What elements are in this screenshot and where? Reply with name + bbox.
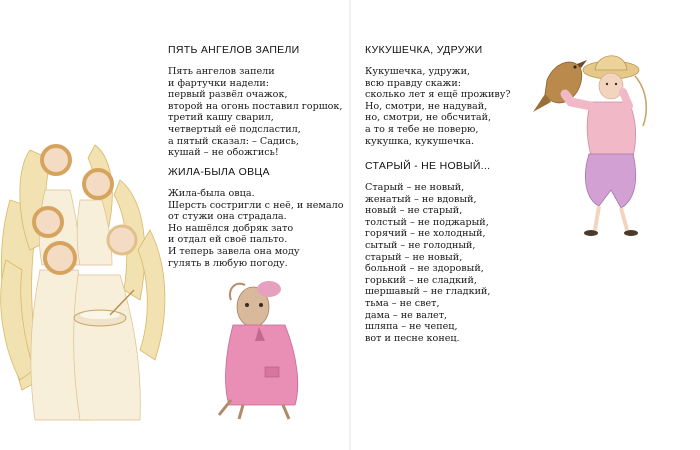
boy-with-bird-illustration xyxy=(525,40,675,240)
poem-line: тьма – не свет, xyxy=(365,297,440,309)
poem-line: гулять в любую погоду. xyxy=(168,257,288,269)
poem-sheep xyxy=(168,166,344,269)
boy-shoes xyxy=(584,230,638,236)
poem-line: И теперь завела она моду xyxy=(168,245,300,257)
page-gutter xyxy=(349,0,351,450)
poem-lines xyxy=(365,66,511,147)
poem-line: Пять ангелов запели xyxy=(168,66,275,77)
poem-lines xyxy=(168,66,342,159)
poem-title: СТАРЫЙ - НЕ НОВЫЙ... xyxy=(365,160,491,172)
sheep-coat xyxy=(226,325,298,405)
boy-pants xyxy=(585,154,635,208)
poem-line: толстый – не поджарый, xyxy=(365,216,489,228)
poem-line: вот и песне конец. xyxy=(365,332,460,344)
poem-line: и фартучки надели: xyxy=(168,77,269,89)
poem-line: Но нашёлся добряк зато xyxy=(168,222,294,234)
poem-lines xyxy=(168,188,344,269)
boy-face xyxy=(599,73,623,99)
poem-line: четвертый её подсластил, xyxy=(168,123,301,135)
poem-line: горячий – не холодный, xyxy=(365,228,486,240)
poem-line: горький – не сладкий, xyxy=(365,274,477,286)
sheep-in-coat-illustration xyxy=(205,275,325,425)
poem-line: а пятый сказал: – Садись, xyxy=(168,135,299,147)
poem-line: второй на огонь поставил горшок, xyxy=(168,100,343,112)
poem-line: Старый – не новый, xyxy=(365,182,465,193)
poem-line: а то я тебе не поверю, xyxy=(365,123,479,135)
poem-line: новый – не старый, xyxy=(365,205,463,217)
poem-line: кушай – не обожгись! xyxy=(168,147,279,159)
poem-cuckoo xyxy=(365,44,511,147)
poem-line: женатый – не вдовый, xyxy=(365,193,477,205)
poem-title: КУКУШЕЧКА, УДРУЖИ xyxy=(365,44,483,56)
boy-shirt xyxy=(565,92,636,156)
poem-line: сытый – не голодный, xyxy=(365,239,476,251)
poem-line: но, смотри, не обсчитай, xyxy=(365,112,492,124)
poem-line: кукушка, кукушечка. xyxy=(365,135,475,147)
poem-title: ПЯТЬ АНГЕЛОВ ЗАПЕЛИ xyxy=(168,44,300,56)
poem-old-not-new xyxy=(365,160,490,344)
poem-line: шляпа – не чепец, xyxy=(365,321,458,333)
poem-line: от стужи она страдала. xyxy=(168,211,287,223)
poem-line: Кукушечка, удружи, xyxy=(365,66,471,77)
poem-line: и отдал ей своё пальто. xyxy=(168,234,288,246)
poem-line: первый развёл очажок, xyxy=(168,89,288,101)
poem-line: старый – не новый, xyxy=(365,251,463,263)
angels-illustration xyxy=(0,130,170,430)
poem-line: всю правду скажи: xyxy=(365,77,461,89)
boy-legs xyxy=(595,206,627,230)
poem-lines xyxy=(365,182,490,344)
poem-line: больной – не здоровый, xyxy=(365,263,484,275)
poem-title: ЖИЛА-БЫЛА ОВЦА xyxy=(168,166,270,178)
poem-line: сколько лет я ещё проживу? xyxy=(365,89,511,101)
sheep-head xyxy=(230,281,281,327)
poem-line: шершавый – не гладкий, xyxy=(365,286,491,298)
poem-line: Но, смотри, не надувай, xyxy=(365,100,488,112)
poem-line: Шерсть состригли с неё, и немало xyxy=(168,199,344,211)
poem-line: дама – не валет, xyxy=(365,309,448,321)
poem-line: Жила-была овца. xyxy=(168,188,255,199)
poem-five-angels xyxy=(168,44,342,159)
poem-line: третий кашу сварил, xyxy=(168,112,274,124)
